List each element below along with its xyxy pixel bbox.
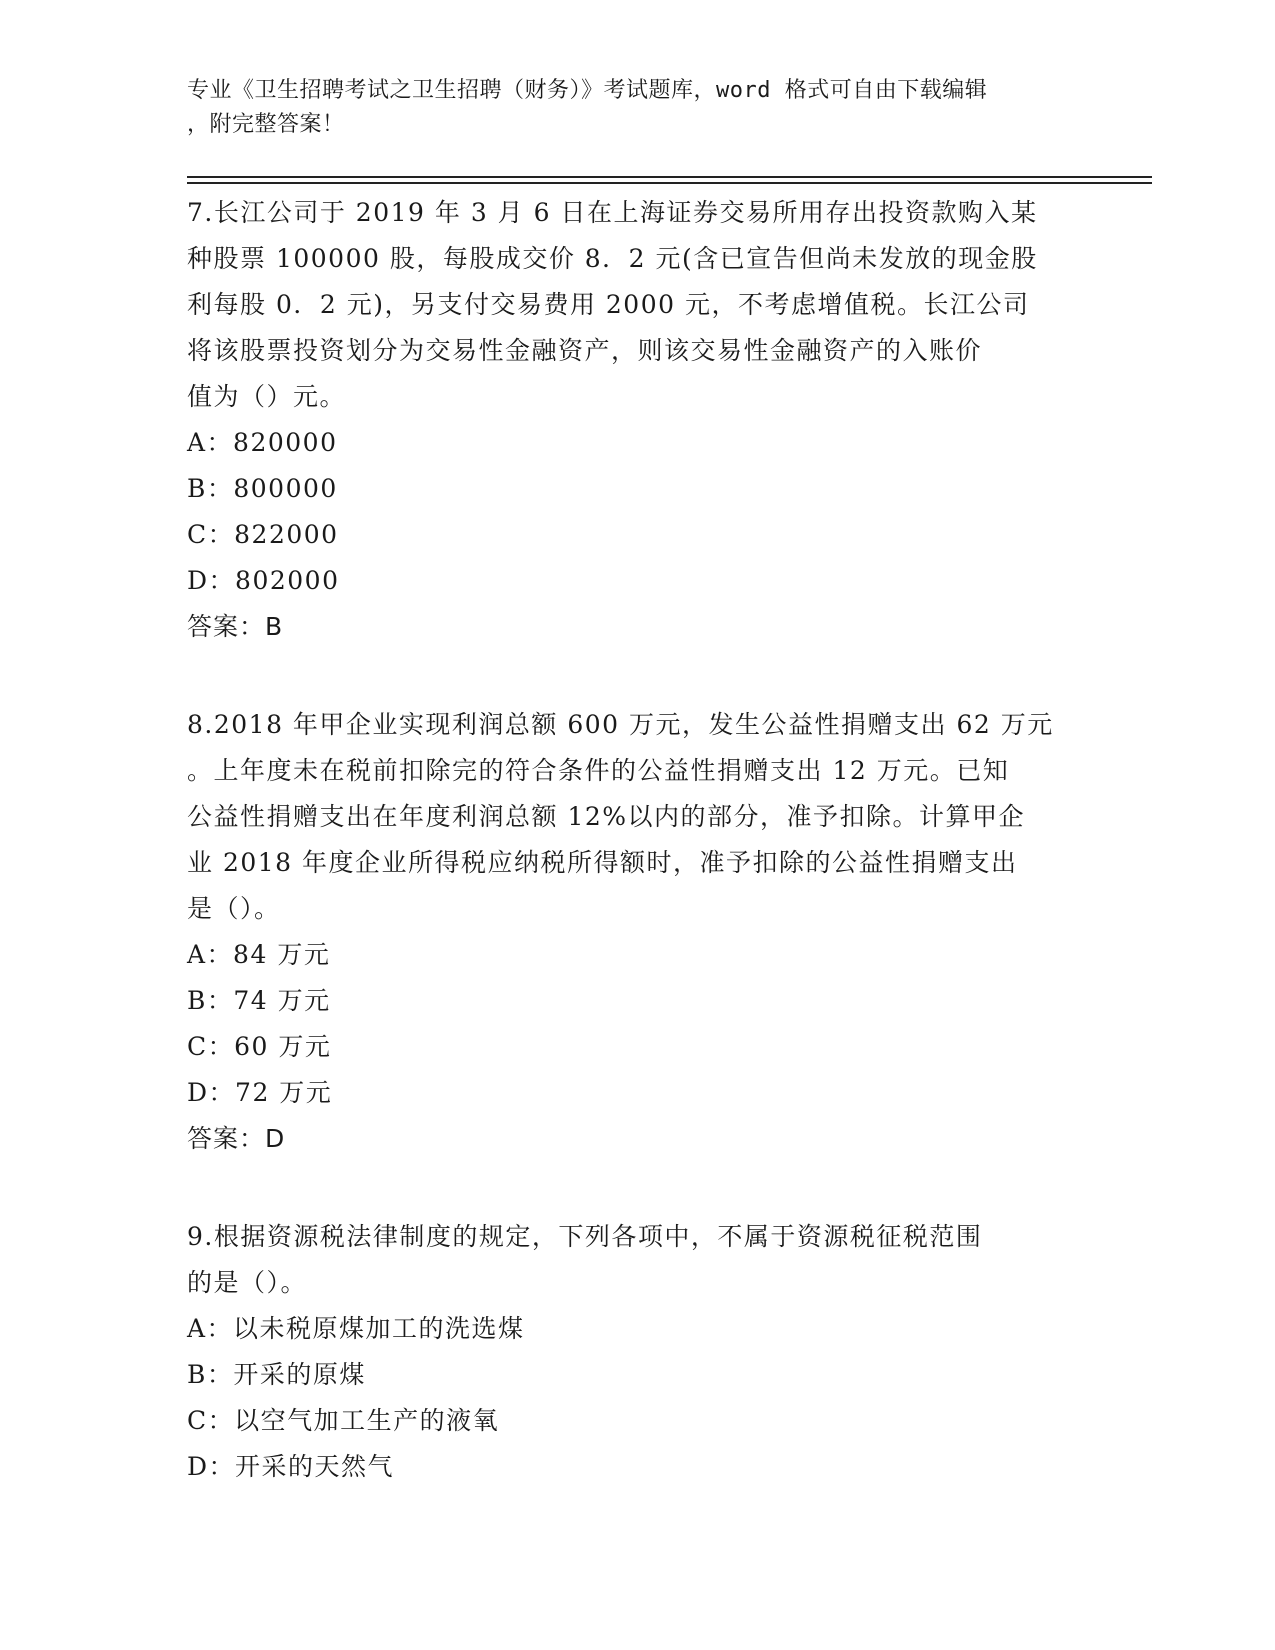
question-9 [187,1214,1087,1490]
document-header [187,74,1087,142]
option-c: C：60 万元 [187,1032,332,1061]
option-c: C：以空气加工生产的液氧 [187,1406,500,1435]
header-line-1: 专业《卫生招聘考试之卫生招聘（财务）》考试题库，word 格式可自由下载编辑 [187,78,988,103]
answer-line: 答案：D [187,1124,286,1153]
question-stem: 7.长江公司于 2019 年 3 月 6 日在上海证券交易所用存出投资款购入某 种股票 100000 股，每股成交价 8．2 元(含已宣告但尚未发放的现金股 利每股 0．2 元)，另支付交易费用 2000 元，不考虑增值税。长江公司 将该股票投资划分为交易性金融资产，则该交易性金融资产的入账价 值为（）元。 [187,198,1038,411]
question-list [187,190,1087,1542]
option-a: A：820000 [187,428,338,457]
answer-line: 答案：B [187,612,284,641]
header-line-2: ，附完整答案！ [187,112,345,137]
option-d: D：72 万元 [187,1078,333,1107]
option-c: C：822000 [187,520,339,549]
header-divider-bottom [187,182,1152,184]
question-8 [187,702,1087,1162]
question-stem: 9.根据资源税法律制度的规定，下列各项中，不属于资源税征税范围 的是（）。 [187,1222,983,1297]
option-b: B：74 万元 [187,986,331,1015]
question-stem: 8.2018 年甲企业实现利润总额 600 万元，发生公益性捐赠支出 62 万元 。上年度未在税前扣除完的符合条件的公益性捐赠支出 12 万元。已知 公益性捐赠支出在年度利润总额 12%以内的部分，准予扣除。计算甲企 业 2018 年度企业所得税应纳税所得额时，准予扣除的公益性捐赠支出 是（）。 [187,710,1054,923]
header-divider-top [187,176,1152,178]
option-b: B：800000 [187,474,338,503]
option-b: B：开采的原煤 [187,1360,366,1389]
option-d: D：开采的天然气 [187,1452,395,1481]
option-a: A：84 万元 [187,940,331,969]
question-7 [187,190,1087,650]
option-a: A：以未税原煤加工的洗选煤 [187,1314,525,1343]
option-d: D：802000 [187,566,340,595]
